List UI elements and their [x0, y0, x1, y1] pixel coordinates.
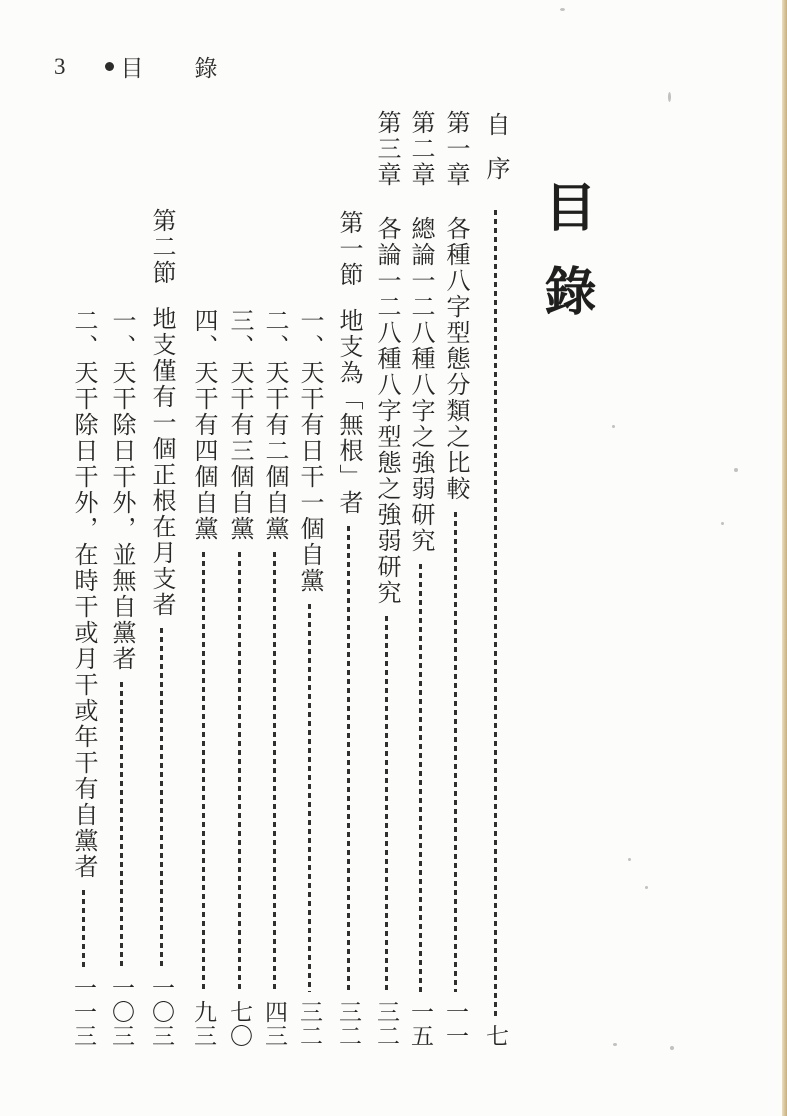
running-head-title-char-2: 錄	[194, 56, 219, 81]
dotted-leader	[160, 628, 163, 968]
entry-text: 二、天干除日干外，在時干或月干或年干有自黨者	[70, 308, 96, 880]
scan-speck	[668, 92, 671, 102]
entry-text: 一、天干有日干一個自黨	[296, 308, 322, 594]
entry-text: 總論一二八種八字之強弱研究	[407, 216, 433, 554]
entry-label: 第一章	[442, 110, 468, 188]
toc-entry	[68, 308, 98, 1048]
dotted-leader	[120, 682, 123, 968]
dotted-leader	[238, 552, 241, 992]
entry-page-number: 三二	[336, 1000, 361, 1048]
entry-label: 第二節	[148, 208, 174, 286]
entry-page-number: 三二	[297, 1000, 322, 1048]
dotted-leader	[419, 564, 422, 992]
entry-page-number: 七	[483, 1024, 508, 1048]
bullet-icon	[105, 62, 114, 71]
entry-text: 一、天干除日干外，並無自黨者	[108, 308, 134, 672]
entry-text: 地支為「無根」者	[335, 308, 361, 516]
entry-page-number: 七〇	[227, 1000, 252, 1048]
entry-page-number: 九三	[191, 1000, 216, 1048]
toc-entry	[106, 308, 136, 1048]
scan-speck	[612, 425, 615, 428]
entry-page-number: 一一	[443, 1000, 468, 1048]
entry-text: 二、天干有二個自黨	[261, 308, 287, 542]
entry-text: 三、天干有三個自黨	[226, 308, 252, 542]
toc-entry	[371, 110, 401, 1048]
entry-page-number: 四三	[262, 1000, 287, 1048]
scan-speck	[613, 1043, 617, 1046]
entry-text: 四、天干有四個自黨	[190, 308, 216, 542]
dotted-leader	[202, 552, 205, 992]
entry-page-number: 一五	[408, 1000, 433, 1048]
dotted-leader	[347, 526, 350, 992]
entry-label: 第二章	[407, 110, 433, 188]
entry-text: 地支僅有一個正根在月支者	[148, 306, 174, 618]
scan-page-edge	[782, 0, 787, 1116]
scan-speck	[721, 522, 724, 525]
running-head-title-char-1: 目	[120, 56, 145, 81]
toc-entry	[333, 210, 363, 1048]
entry-page-number: 一〇三	[109, 976, 134, 1048]
entry-label: 第一節	[335, 210, 361, 288]
dotted-leader	[82, 890, 85, 968]
toc-entry	[294, 308, 324, 1048]
entry-page-number: 一一三	[71, 976, 96, 1048]
entry-text: 自序	[482, 112, 508, 200]
toc-entry	[188, 308, 218, 1048]
dotted-leader	[273, 552, 276, 992]
running-head-page-number: 3	[54, 53, 67, 79]
toc-entry	[480, 112, 510, 1048]
page-title: 目錄	[536, 180, 593, 348]
toc-entry	[405, 110, 435, 1048]
scan-speck	[734, 468, 738, 472]
scan-speck	[645, 886, 648, 889]
entry-text: 各論一二八種八字型態之強弱研究	[373, 216, 399, 606]
toc-entry	[259, 308, 289, 1048]
entry-page-number: 一〇三	[149, 976, 174, 1048]
toc-entry	[146, 208, 176, 1048]
toc-entry	[440, 110, 470, 1048]
scan-speck	[628, 858, 631, 861]
running-head	[54, 50, 219, 83]
dotted-leader	[385, 616, 388, 992]
dotted-leader	[454, 512, 457, 992]
scan-speck	[670, 1046, 674, 1050]
scan-speck	[560, 8, 565, 11]
entry-page-number: 三二	[374, 1000, 399, 1048]
entry-text: 各種八字型態分類之比較	[442, 216, 468, 502]
dotted-leader	[308, 604, 311, 992]
entry-label: 第三章	[373, 110, 399, 188]
dotted-leader	[494, 210, 497, 1016]
toc-entry	[224, 308, 254, 1048]
